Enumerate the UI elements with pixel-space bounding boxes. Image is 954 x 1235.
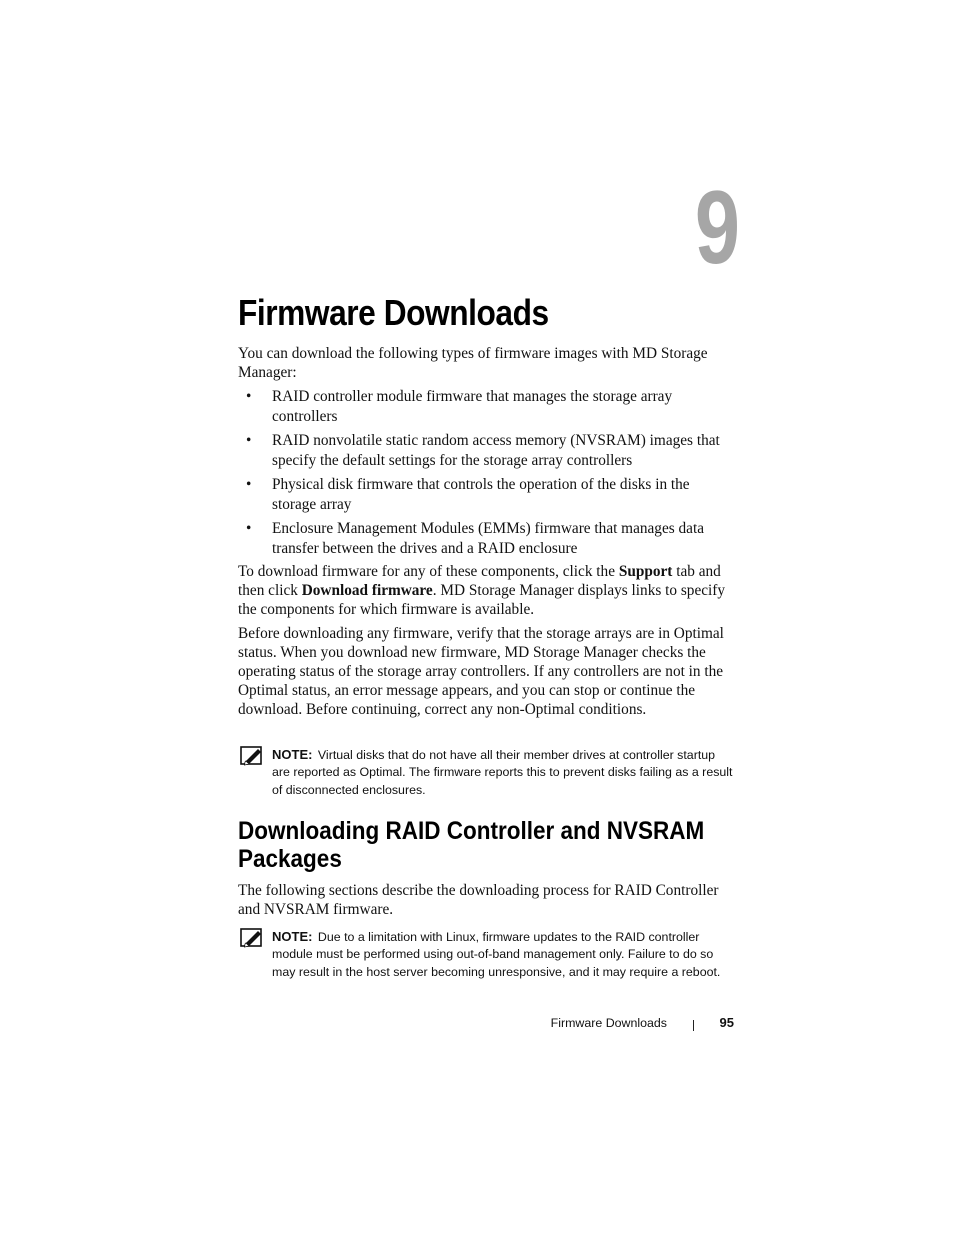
note-linux-limitation <box>238 928 736 981</box>
chapter-number: 9 <box>694 170 740 286</box>
page-number: 95 <box>719 1015 734 1030</box>
note-body: Due to a limitation with Linux, firmware updates to the RAID controller module must be performed using out-of-band management only. Failure to do so may result in the host server becoming unresponsive, and it may require a reboot. <box>272 930 721 979</box>
firmware-types-list <box>238 387 736 563</box>
list-item <box>238 519 736 558</box>
download-text-part2: tab and then click <box>238 563 721 599</box>
download-firmware-reference: Download firmware <box>301 582 433 599</box>
bullet-mark: • <box>246 476 252 493</box>
intro-paragraph: You can download the following types of firmware images with MD Storage Manager: <box>238 345 708 381</box>
list-item-text: RAID controller module firmware that manages the storage array controllers <box>272 388 673 425</box>
download-text-part1: To download firmware for any of these components, click the <box>238 563 619 580</box>
pencil-note-icon <box>240 928 264 948</box>
bullet-mark: • <box>246 432 252 449</box>
pencil-note-icon <box>240 746 264 766</box>
footer-divider <box>693 1020 694 1031</box>
list-item-text: Enclosure Management Modules (EMMs) firmware that manages data transfer between the drives and a RAID enclosure <box>272 520 705 557</box>
list-item-text: Physical disk firmware that controls the operation of the disks in the storage array <box>272 476 690 513</box>
list-item <box>238 475 736 514</box>
note-virtual-disks <box>238 746 736 799</box>
footer-chapter-title: Firmware Downloads <box>550 1016 667 1030</box>
note-text <box>272 746 736 799</box>
download-text-part3: . MD Storage Manager displays links to specify the components for which firmware is available. <box>238 582 726 618</box>
list-item <box>238 431 736 470</box>
note-label: NOTE: <box>272 747 313 762</box>
chapter-title: Firmware Downloads <box>238 292 549 333</box>
page-footer <box>500 1015 736 1035</box>
section-title: Downloading RAID Controller and NVSRAM Packages <box>238 817 705 873</box>
list-item <box>238 387 736 426</box>
section-intro-paragraph: The following sections describe the downloading process for RAID Controller and NVSRAM firmware. <box>238 882 719 918</box>
note-text <box>272 928 736 981</box>
support-tab-reference: Support <box>618 563 673 580</box>
optimal-status-paragraph: Before downloading any firmware, verify that the storage arrays are in Optimal status. When you download new firmware, MD Storage Manager checks the operating status of the storage array controllers. If any controllers are not in the Optimal status, an error message appears, and you can stop or continue the download. Before continuing, correct any non-Optimal conditions. <box>238 625 724 718</box>
download-paragraph <box>238 562 736 619</box>
bullet-mark: • <box>246 520 252 537</box>
note-label: NOTE: <box>272 929 313 944</box>
list-item-text: RAID nonvolatile static random access memory (NVSRAM) images that specify the default settings for the storage array controllers <box>272 432 720 469</box>
bullet-mark: • <box>246 388 252 405</box>
note-body: Virtual disks that do not have all their member drives at controller startup are reported as Optimal. The firmware reports this to prevent disks failing as a result of disconnected enclosures. <box>272 748 733 797</box>
